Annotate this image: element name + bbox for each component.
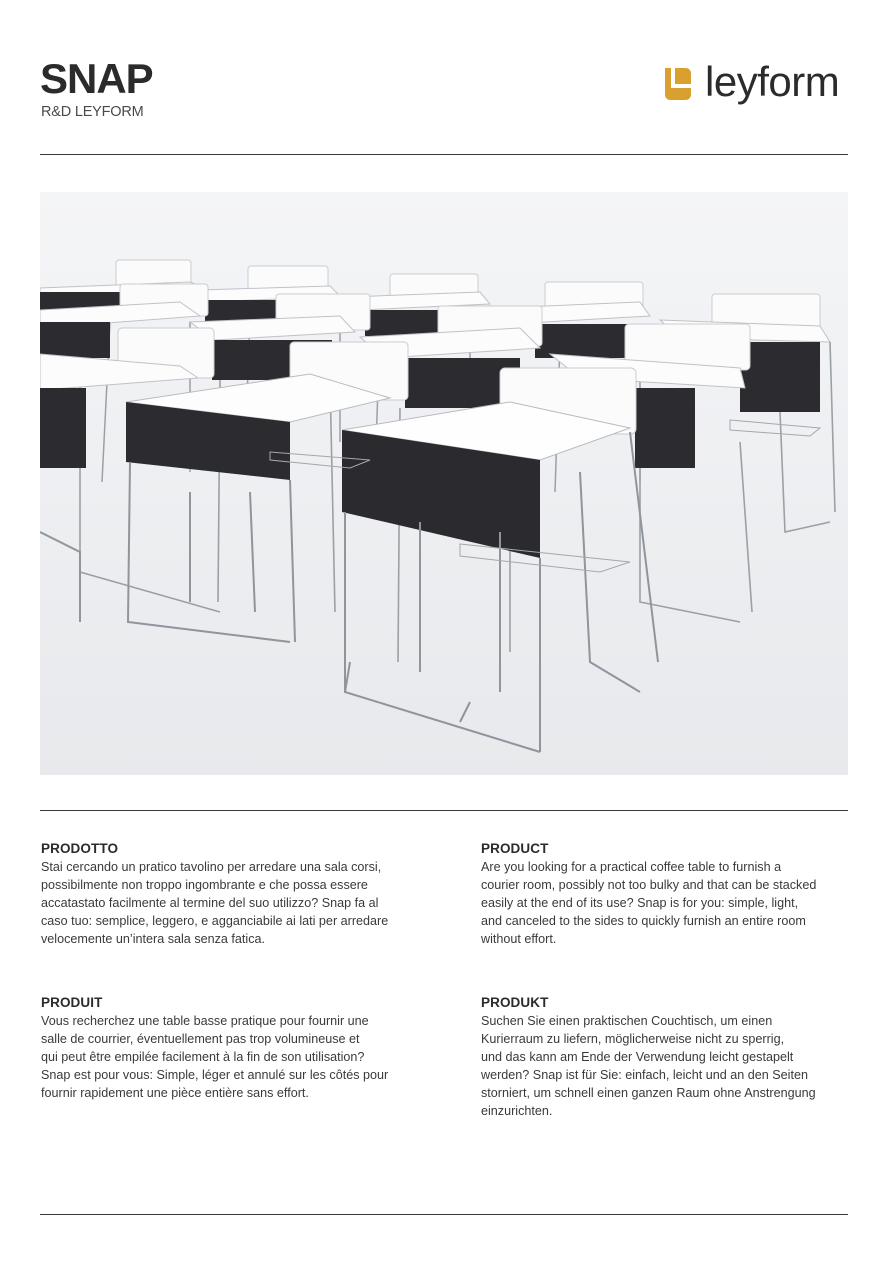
section-heading: PRODOTTO xyxy=(41,841,119,856)
brand-name: leyform xyxy=(705,58,840,105)
section-body: Suchen Sie einen praktischen Couchtisch, um einen Kurierraum zu liefern, möglicherweise nicht zu sperrig, und das kann am Ende der Verwendung leicht gestapelt werden? Snap ist für Sie: einfach, leicht und an den Seiten storniert, um schnell einen ganzen Raum ohne Anstrengung einzurichten. xyxy=(481,1014,816,1118)
section-body: Are you looking for a practical coffee table to furnish a courier room, possibly not too bulky and that can be stacked easily at the end of its use? Snap is for you: simple, light, and canceled to the sides to quickly furnish an entire room without effort. xyxy=(481,860,817,946)
product-photo xyxy=(40,192,848,775)
section-heading: PRODUKT xyxy=(481,995,549,1010)
section-heading: PRODUIT xyxy=(41,995,103,1010)
section-body: Vous recherchez une table basse pratique pour fournir une salle de courrier, éventuellement pas trop volumineuse et qui peut être empilée facilement à la fin de son utilisation? Snap est pour vous: Simple, léger et annulé sur les côtés pour fournir rapidement une pièce entière sans effort. xyxy=(41,1014,389,1100)
brand-logo xyxy=(659,60,839,108)
section-french xyxy=(41,995,421,1102)
classroom-desks-photo-icon xyxy=(40,192,848,775)
divider-bottom xyxy=(40,1214,848,1215)
page-subtitle: R&D LEYFORM xyxy=(41,104,144,120)
section-english xyxy=(481,841,861,948)
section-german xyxy=(481,995,861,1120)
divider-middle xyxy=(40,810,848,811)
divider-top xyxy=(40,154,848,155)
leyform-logo-icon xyxy=(659,66,695,102)
section-body: Stai cercando un pratico tavolino per arredare una sala corsi, possibilmente non troppo ingombrante e che possa essere accatastato facilmente al termine del suo utilizzo? Snap fa al caso tuo: semplice, leggero, e agganciabile ai lati per arredare velocemente un’intera sala senza fatica. xyxy=(41,860,389,946)
section-italian xyxy=(41,841,421,948)
section-heading: PRODUCT xyxy=(481,841,549,856)
page-title: SNAP xyxy=(40,55,153,102)
